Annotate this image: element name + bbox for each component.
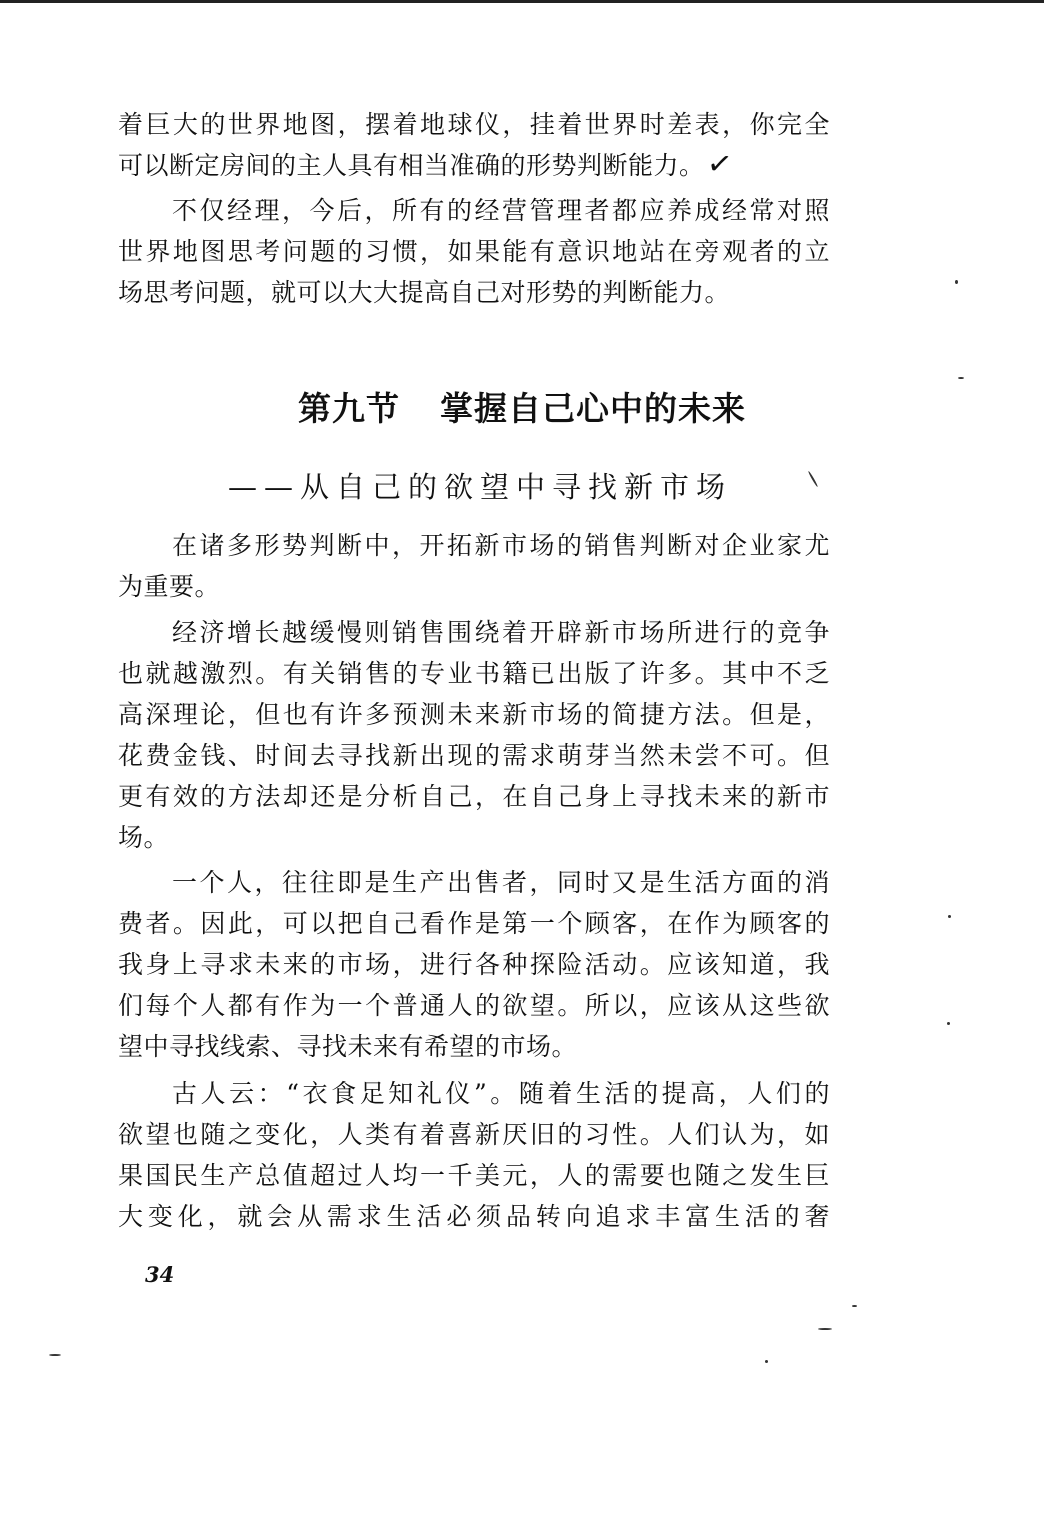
text-line: 一个人，往往即是生产出售者，同时又是生活方面的消	[172, 868, 830, 897]
section-heading	[0, 383, 1044, 430]
body-paragraph-1	[118, 525, 830, 607]
page-top-edge	[0, 0, 1044, 3]
text-line: 着巨大的世界地图，摆着地球仪，挂着世界时差表，你完全	[118, 110, 830, 139]
section-number: 第九节	[298, 389, 400, 428]
section-title: 掌握自己心中的未来	[440, 389, 746, 428]
scan-speck	[49, 1354, 61, 1356]
scan-speck	[948, 915, 951, 918]
body-paragraph-2	[118, 612, 830, 858]
text-line: 大变化，就会从需求生活必须品转向追求丰富生活的奢	[118, 1202, 830, 1231]
text-line: 欲望也随之变化，人类有着喜新厌旧的习性。人们认为，如	[118, 1120, 830, 1149]
text-line: 古人云：“衣食足知礼仪”。随着生活的提高，人们的	[172, 1079, 830, 1108]
text-line: 也就越激烈。有关销售的专业书籍已出版了许多。其中不乏	[118, 659, 830, 688]
section-subtitle: ——从自己的欲望中寻找新市场	[228, 470, 733, 504]
page-number: 34	[145, 1262, 175, 1287]
scan-speck	[958, 377, 964, 379]
text-line: 果国民生产总值超过人均一千美元，人的需要也随之发生巨	[118, 1161, 830, 1190]
text-line: 我身上寻求未来的市场，进行各种探险活动。应该知道，我	[118, 950, 830, 979]
scan-speck	[818, 1328, 832, 1330]
top-paragraph-1	[118, 104, 830, 186]
text-line: 费者。因此，可以把自己看作是第一个顾客，在作为顾客的	[118, 909, 830, 938]
text-line: 世界地图思考问题的习惯，如果能有意识地站在旁观者的立	[118, 237, 830, 266]
scan-speck	[955, 280, 958, 284]
scan-speck	[808, 471, 819, 488]
text-line: 场。	[118, 823, 170, 852]
text-line: 不仅经理，今后，所有的经营管理者都应养成经常对照	[172, 196, 830, 225]
text-line: 可以断定房间的主人具有相当准确的形势判断能力。✓	[118, 145, 735, 184]
text-line: 更有效的方法却还是分析自己，在自己身上寻找未来的新市	[118, 782, 830, 811]
text-line: 望中寻找线索、寻找未来有希望的市场。	[118, 1032, 578, 1061]
top-paragraph-2	[118, 190, 830, 313]
text-line: 经济增长越缓慢则销售围绕着开辟新市场所进行的竞争	[172, 618, 830, 647]
body-paragraph-4	[118, 1073, 830, 1237]
scan-speck	[852, 1305, 857, 1307]
scan-speck	[947, 1022, 950, 1025]
scan-speck	[765, 1360, 768, 1363]
text-line: 场思考问题，就可以大大提高自己对形势的判断能力。	[118, 278, 731, 307]
handwritten-checkmark-icon: ✓	[704, 145, 735, 184]
text-line: 为重要。	[118, 572, 221, 601]
text-line: 高深理论，但也有许多预测未来新市场的简捷方法。但是，	[118, 700, 830, 729]
body-paragraph-3	[118, 862, 830, 1067]
text-line: 花费金钱、时间去寻找新出现的需求萌芽当然未尝不可。但	[118, 741, 830, 770]
text-line: 在诸多形势判断中，开拓新市场的销售判断对企业家尤	[172, 531, 830, 560]
text-line: 们每个人都有作为一个普通人的欲望。所以，应该从这些欲	[118, 991, 830, 1020]
